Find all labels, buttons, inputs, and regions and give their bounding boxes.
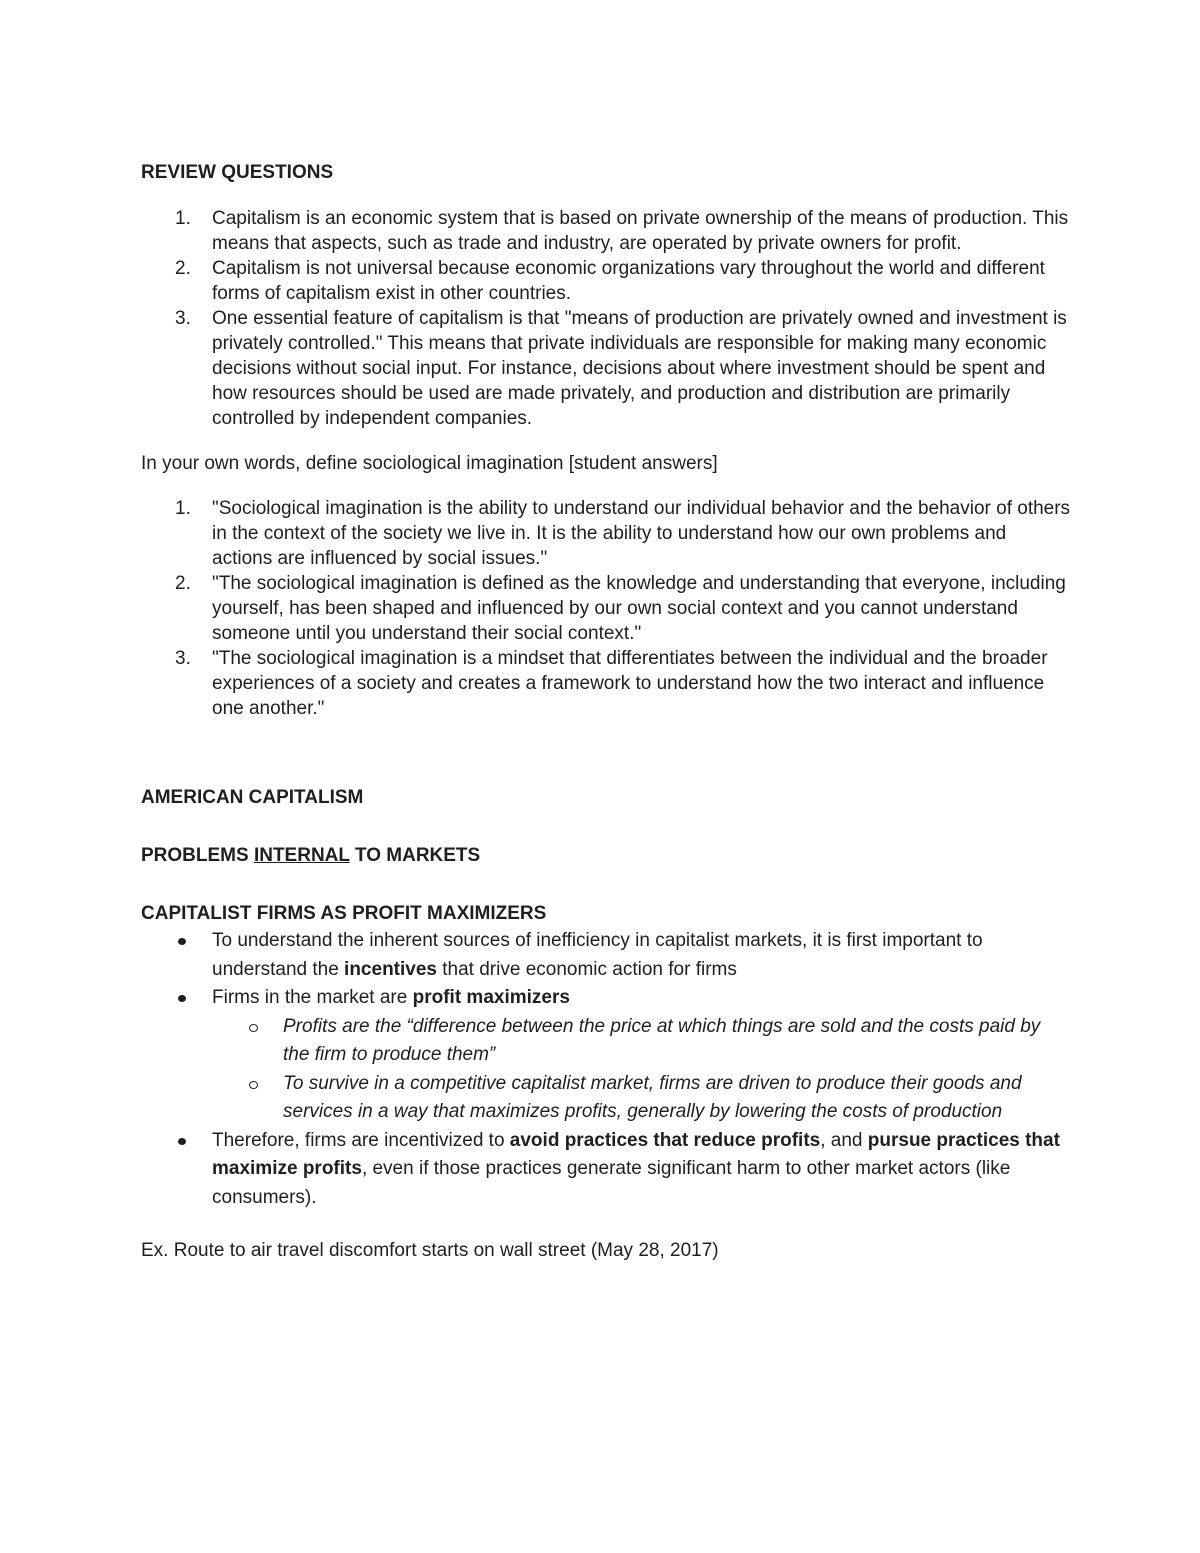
bullet-dot-icon (178, 1138, 186, 1145)
bullet-bold-text: avoid practices that reduce profits (509, 1129, 821, 1151)
list-item (141, 206, 1071, 256)
list-item-text: Capitalism is an economic system that is based on private ownership of the means of production. This means that aspects, such as trade and industry, are operated by private owners for profit. (212, 208, 1069, 254)
problems-heading-start: PROBLEMS (141, 845, 254, 866)
review-questions-heading: REVIEW QUESTIONS (141, 162, 334, 183)
hollow-bullet-icon (249, 1081, 258, 1089)
bullet-bold-text: pursue practices that maximize profits (212, 1129, 1060, 1179)
sub-bullet-item (141, 1070, 1071, 1127)
firms-bullet-list (141, 927, 1071, 1212)
list-item (141, 256, 1071, 306)
list-number: 1. (175, 498, 191, 519)
sub-bullet-text: Profits are the “difference between the price at which things are sold and the costs paid by the firm to produce them” (283, 1015, 1041, 1065)
bullet-text: To understand the inherent sources of inefficiency in capitalist markets, it is first important to understand the (212, 930, 983, 980)
list-number: 3. (175, 648, 191, 669)
american-capitalism-heading: AMERICAN CAPITALISM (141, 787, 364, 808)
list-number: 2. (175, 258, 191, 279)
bullet-bold-text: incentives (344, 958, 437, 980)
bullet-text: , even if those practices generate significant harm to other market actors (like consumers). (212, 1158, 1011, 1208)
list-item (141, 496, 1071, 571)
list-item-text: "The sociological imagination is defined as the knowledge and understanding that everyone, including yourself, has been shaped and influenced by our own social context and you cannot understand someone until you understand their social context." (212, 573, 1066, 644)
sub-bullet-list (212, 1013, 1071, 1127)
bullet-item (141, 1127, 1071, 1213)
problems-heading-end: TO MARKETS (349, 845, 481, 866)
list-item (141, 646, 1071, 721)
bullet-dot-icon (178, 995, 186, 1002)
example-line: Ex. Route to air travel discomfort starts on wall street (May 28, 2017) (141, 1240, 719, 1261)
bullet-text: Firms in the market are (212, 987, 413, 1008)
bullet-text: Therefore, firms are incentivized to (212, 1129, 510, 1151)
list-item-text: One essential feature of capitalism is that "means of production are privately owned and investment is privately controlled." This means that private individuals are responsible for making many economic decisions without social input. For instance, decisions about where investment should be spent and how resources should be used are made privately, and production and distribution are primarily controlled by independent companies. (212, 308, 1067, 429)
document-page (141, 160, 1071, 1263)
bullet-text: , and (820, 1129, 868, 1151)
list-item-text: "Sociological imagination is the ability to understand our individual behavior and the behavior of others in the context of the society we live in. It is the ability to understand how our own problems and actions are influenced by social issues." (212, 498, 1071, 569)
firms-heading: CAPITALIST FIRMS AS PROFIT MAXIMIZERS (141, 903, 547, 924)
bullet-bold-text: profit maximizers (412, 987, 570, 1008)
bullet-item (141, 927, 1071, 984)
list-number: 3. (175, 308, 191, 329)
list-item (141, 306, 1071, 431)
sub-bullet-text: To survive in a competitive capitalist market, firms are driven to produce their goods and services in a way that maximizes profits, generally by lowering the costs of production (283, 1072, 1022, 1122)
bullet-text: that drive economic action for firms (436, 958, 737, 980)
list-number: 2. (175, 573, 191, 594)
problems-heading (141, 843, 1071, 869)
hollow-bullet-icon (249, 1024, 258, 1032)
problems-heading-underlined: INTERNAL (253, 845, 350, 866)
list-item-text: Capitalism is not universal because economic organizations vary throughout the world and different forms of capitalism exist in other countries. (212, 258, 1045, 304)
bullet-dot-icon (178, 938, 186, 945)
imagination-answers-list (141, 496, 1071, 721)
sub-bullet-item (141, 1013, 1071, 1070)
list-number: 1. (175, 208, 191, 229)
imagination-prompt: In your own words, define sociological imagination [student answers] (141, 453, 718, 474)
list-item-text: "The sociological imagination is a mindset that differentiates between the individual and the broader experiences of a society and creates a framework to understand how the two interact and influence one another." (212, 648, 1048, 719)
review-questions-list (141, 206, 1071, 431)
list-item (141, 571, 1071, 646)
bullet-item (141, 984, 1071, 1127)
